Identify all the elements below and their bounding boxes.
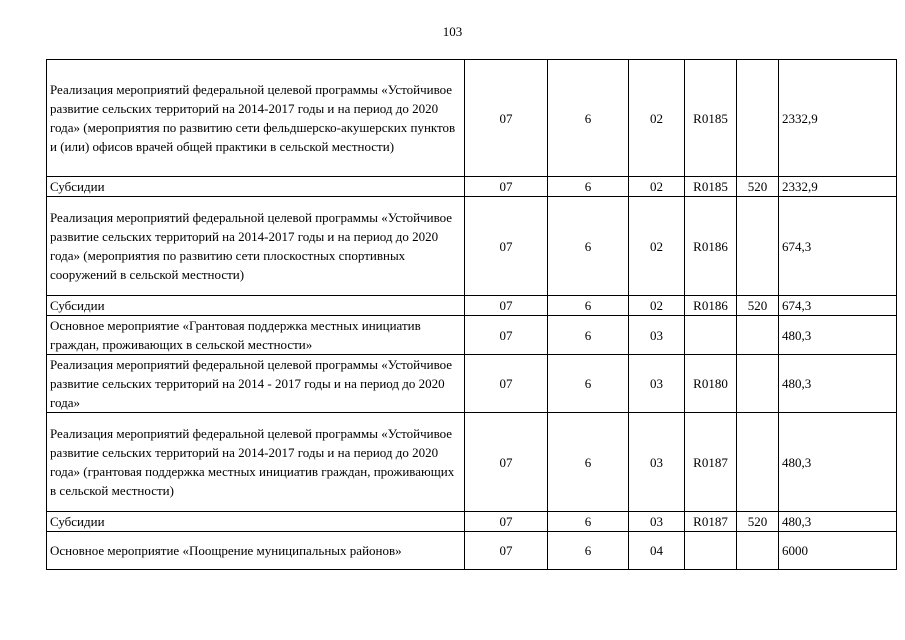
expense-type-cell <box>737 316 779 355</box>
page-number: 103 <box>442 24 463 39</box>
section-code-cell: 07 <box>465 197 548 296</box>
program-code-cell: 6 <box>548 197 629 296</box>
program-code-cell: 6 <box>548 512 629 532</box>
section-code-cell: 07 <box>465 413 548 512</box>
target-article-cell: R0185 <box>685 177 737 197</box>
expense-type-cell <box>737 355 779 413</box>
section-code-cell: 07 <box>465 177 548 197</box>
amount-cell: 2332,9 <box>779 60 897 177</box>
table-row <box>47 197 897 296</box>
program-code-cell: 6 <box>548 316 629 355</box>
amount-cell: 480,3 <box>779 355 897 413</box>
subprogram-code-cell: 04 <box>629 532 685 570</box>
target-article-cell: R0186 <box>685 296 737 316</box>
row-name-cell: Субсидии <box>47 512 465 532</box>
table-row <box>47 296 897 316</box>
table-row <box>47 413 897 512</box>
subprogram-code-cell: 02 <box>629 296 685 316</box>
table-row <box>47 316 897 355</box>
program-code-cell: 6 <box>548 355 629 413</box>
target-article-cell: R0187 <box>685 512 737 532</box>
row-name-cell: Субсидии <box>47 296 465 316</box>
row-name-cell: Основное мероприятие «Поощрение муниципальных районов» <box>47 532 465 570</box>
amount-cell: 6000 <box>779 532 897 570</box>
section-code-cell: 07 <box>465 60 548 177</box>
target-article-cell: R0185 <box>685 60 737 177</box>
program-code-cell: 6 <box>548 532 629 570</box>
expense-type-cell <box>737 197 779 296</box>
program-code-cell: 6 <box>548 60 629 177</box>
amount-cell: 480,3 <box>779 413 897 512</box>
target-article-cell <box>685 532 737 570</box>
section-code-cell: 07 <box>465 296 548 316</box>
table-row <box>47 512 897 532</box>
section-code-cell: 07 <box>465 512 548 532</box>
target-article-cell: R0180 <box>685 355 737 413</box>
row-name-cell: Реализация мероприятий федеральной целевой программы «Устойчивое развитие сельских территорий на 2014-2017 годы и на период до 2020 года» (грантовая поддержка местных инициатив граждан, проживающих в сельской местности) <box>47 413 465 512</box>
amount-cell: 480,3 <box>779 512 897 532</box>
subprogram-code-cell: 03 <box>629 316 685 355</box>
expense-type-cell: 520 <box>737 512 779 532</box>
section-code-cell: 07 <box>465 316 548 355</box>
table-row <box>47 177 897 197</box>
subprogram-code-cell: 02 <box>629 177 685 197</box>
target-article-cell: R0186 <box>685 197 737 296</box>
expense-type-cell: 520 <box>737 177 779 197</box>
table-row <box>47 60 897 177</box>
subprogram-code-cell: 02 <box>629 197 685 296</box>
row-name-cell: Реализация мероприятий федеральной целевой программы «Устойчивое развитие сельских территорий на 2014-2017 годы и на период до 2020 года» (мероприятия по развитию сети фельдшерско-акушерских пунктов и (или) офисов врачей общей практики в сельской местности) <box>47 60 465 177</box>
amount-cell: 2332,9 <box>779 177 897 197</box>
subprogram-code-cell: 03 <box>629 413 685 512</box>
row-name-cell: Субсидии <box>47 177 465 197</box>
table-row <box>47 532 897 570</box>
subprogram-code-cell: 02 <box>629 60 685 177</box>
target-article-cell <box>685 316 737 355</box>
section-code-cell: 07 <box>465 532 548 570</box>
amount-cell: 674,3 <box>779 296 897 316</box>
program-code-cell: 6 <box>548 413 629 512</box>
amount-cell: 674,3 <box>779 197 897 296</box>
section-code-cell: 07 <box>465 355 548 413</box>
expense-type-cell <box>737 60 779 177</box>
row-name-cell: Основное мероприятие «Грантовая поддержка местных инициатив граждан, проживающих в сельской местности» <box>47 316 465 355</box>
budget-table <box>46 59 897 570</box>
table-row <box>47 355 897 413</box>
target-article-cell: R0187 <box>685 413 737 512</box>
subprogram-code-cell: 03 <box>629 512 685 532</box>
row-name-cell: Реализация мероприятий федеральной целевой программы «Устойчивое развитие сельских территорий на 2014-2017 годы и на период до 2020 года» (мероприятия по развитию сети плоскостных спортивных сооружений в сельской местности) <box>47 197 465 296</box>
expense-type-cell <box>737 532 779 570</box>
row-name-cell: Реализация мероприятий федеральной целевой программы «Устойчивое развитие сельских территорий на 2014 - 2017 годы и на период до 2020 года» <box>47 355 465 413</box>
program-code-cell: 6 <box>548 177 629 197</box>
expense-type-cell <box>737 413 779 512</box>
amount-cell: 480,3 <box>779 316 897 355</box>
expense-type-cell: 520 <box>737 296 779 316</box>
subprogram-code-cell: 03 <box>629 355 685 413</box>
program-code-cell: 6 <box>548 296 629 316</box>
